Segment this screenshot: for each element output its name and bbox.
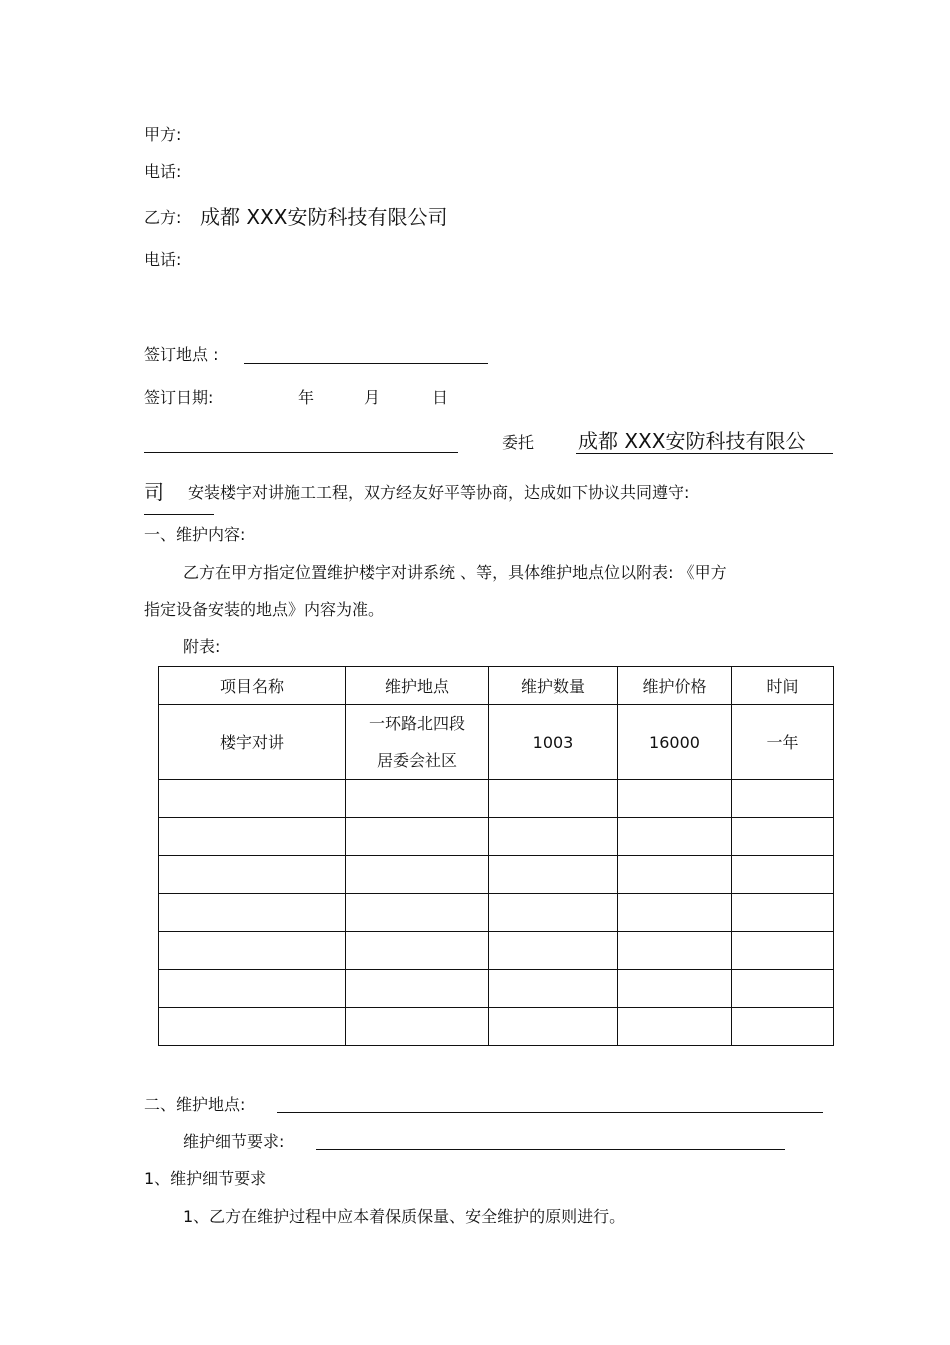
client-underline	[144, 452, 458, 453]
table-cell	[159, 970, 346, 1008]
table-cell	[618, 970, 732, 1008]
cell-project-name: 楼宇对讲	[159, 705, 346, 780]
table-cell	[732, 970, 834, 1008]
party-b-name: 成都 XXX安防科技有限公司	[200, 205, 448, 229]
cell-time: 一年	[732, 705, 834, 780]
table-cell	[489, 970, 618, 1008]
table-row	[159, 970, 834, 1008]
detail-underline	[316, 1149, 785, 1150]
header-price: 维护价格	[618, 667, 732, 705]
table-header-row	[159, 667, 834, 705]
table-cell	[489, 856, 618, 894]
table-cell	[489, 818, 618, 856]
header-project-name: 项目名称	[159, 667, 346, 705]
sign-date-day: 日	[432, 388, 449, 407]
section1-para-line1: 乙方在甲方指定位置维护楼宇对讲系统 、等，具体维护地点位以附表: 《甲方	[183, 563, 727, 582]
table-cell	[346, 970, 489, 1008]
table-cell	[732, 856, 834, 894]
table-row	[159, 780, 834, 818]
table-cell	[489, 780, 618, 818]
cell-location-line2: 居委会社区	[376, 751, 457, 770]
sign-date-year: 年	[298, 388, 315, 407]
table-row	[159, 1008, 834, 1046]
attachment-label: 附表:	[183, 637, 221, 656]
maintenance-table	[158, 666, 834, 1046]
section3-heading: 1、维护细节要求	[144, 1169, 267, 1188]
table-cell	[732, 894, 834, 932]
table-cell	[489, 1008, 618, 1046]
section1-heading: 一、维护内容:	[144, 525, 246, 544]
table-cell	[618, 932, 732, 970]
party-a-phone-label: 电话:	[144, 162, 182, 181]
header-time: 时间	[732, 667, 834, 705]
detail-requirements-label: 维护细节要求:	[183, 1132, 285, 1151]
table-cell	[732, 932, 834, 970]
sign-place-underline	[244, 363, 488, 364]
table-cell	[732, 1008, 834, 1046]
table-cell	[618, 818, 732, 856]
header-quantity: 维护数量	[489, 667, 618, 705]
table-row	[159, 932, 834, 970]
table-cell	[346, 894, 489, 932]
table-cell	[346, 1008, 489, 1046]
section3-item1: 1、乙方在维护过程中应本着保质保量、安全维护的原则进行。	[183, 1207, 626, 1226]
entrust-company-part2: 司	[144, 480, 164, 504]
entrust-word: 委托	[502, 433, 535, 452]
table-cell	[618, 856, 732, 894]
entrust-company-part1: 成都 XXX安防科技有限公	[578, 429, 806, 453]
location-underline	[277, 1112, 823, 1113]
table-cell	[618, 780, 732, 818]
cell-price: 16000	[618, 705, 732, 780]
sign-date-month: 月	[364, 388, 381, 407]
sign-place-label: 签订地点 :	[144, 345, 219, 364]
table-cell	[346, 932, 489, 970]
party-b-phone-label: 电话:	[144, 250, 182, 269]
table-cell	[159, 1008, 346, 1046]
cell-quantity: 1003	[489, 705, 618, 780]
table-cell	[159, 856, 346, 894]
entrust-rest: 安装楼宇对讲施工工程，双方经友好平等协商，达成如下协议共同遵守:	[188, 483, 690, 502]
table-cell	[732, 780, 834, 818]
table-cell	[159, 932, 346, 970]
table-cell	[159, 894, 346, 932]
table-row	[159, 894, 834, 932]
table-row	[159, 818, 834, 856]
table-cell	[618, 1008, 732, 1046]
table-cell	[489, 932, 618, 970]
section2-heading: 二、维护地点:	[144, 1095, 246, 1114]
table-row	[159, 856, 834, 894]
table-cell	[346, 818, 489, 856]
table-row	[159, 705, 834, 780]
table-cell	[346, 780, 489, 818]
table-cell	[159, 780, 346, 818]
table-cell	[159, 818, 346, 856]
table-cell	[489, 894, 618, 932]
table-cell	[732, 818, 834, 856]
table-cell	[346, 856, 489, 894]
cell-location-line1: 一环路北四段	[368, 714, 465, 733]
sign-date-label: 签订日期:	[144, 388, 214, 407]
section1-para-line2: 指定设备安装的地点》内容为准。	[144, 600, 385, 619]
party-a-label: 甲方:	[144, 125, 182, 144]
header-location: 维护地点	[346, 667, 489, 705]
party-b-label: 乙方:	[144, 208, 182, 227]
company-underline-2	[144, 514, 214, 515]
cell-location	[346, 705, 489, 780]
table-cell	[618, 894, 732, 932]
company-underline	[576, 453, 833, 454]
